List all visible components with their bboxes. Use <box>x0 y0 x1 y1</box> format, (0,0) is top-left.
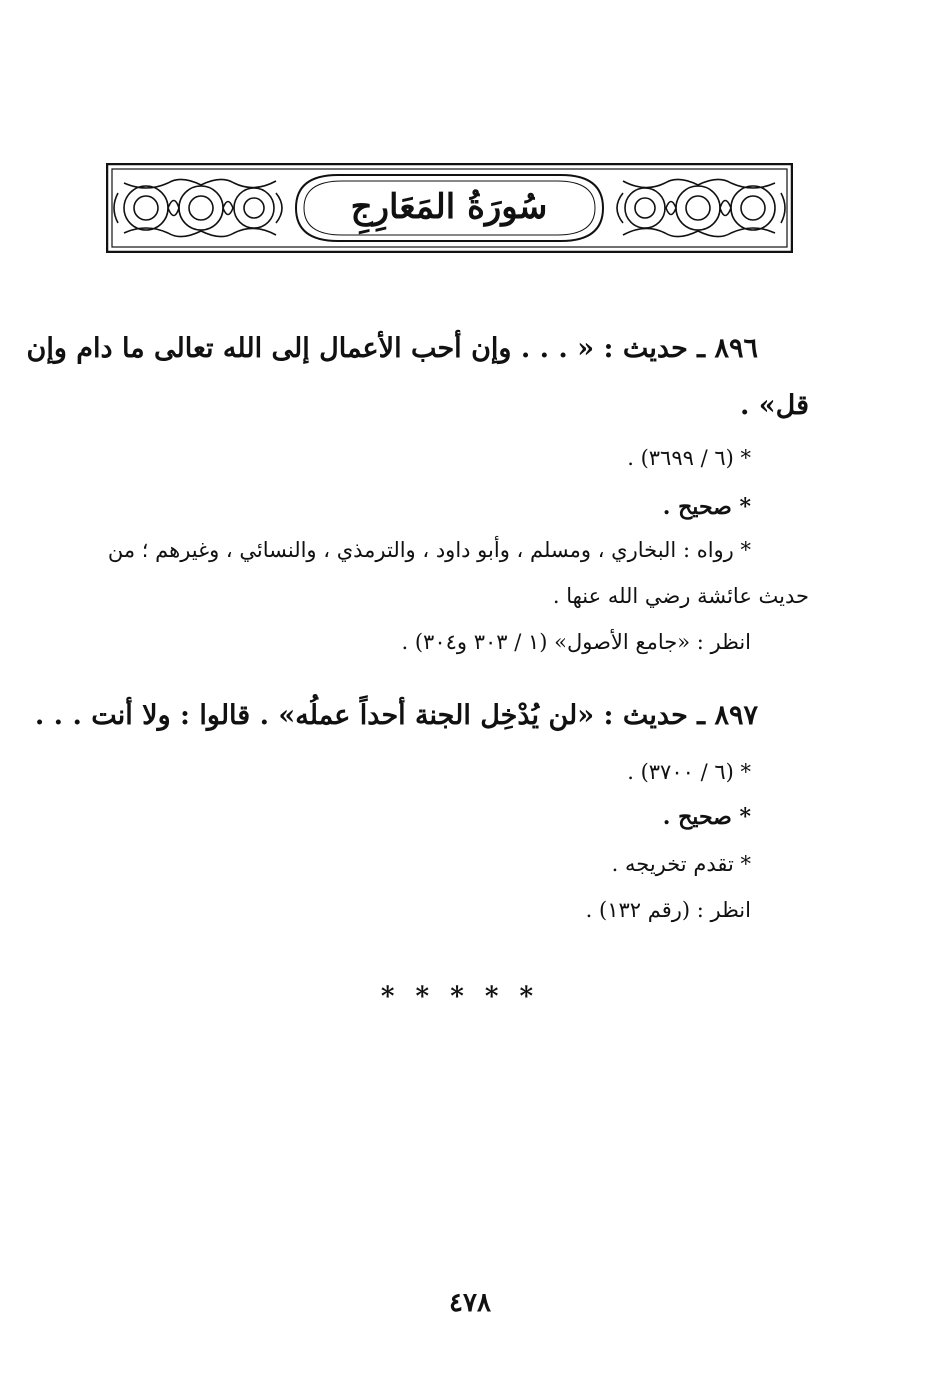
hadith-897-grade: * صحيح . <box>662 804 751 830</box>
page-number: ٤٧٨ <box>449 1288 491 1318</box>
surah-title: سُورَةُ المَعَارِجِ <box>350 187 548 227</box>
hadith-896-line-2: قل» . <box>739 390 809 421</box>
hadith-896-narration-line-2: حديث عائشة رضي الله عنها . <box>552 584 809 608</box>
hadith-896-grade: * صحيح . <box>662 494 751 520</box>
hadith-897-reference: * (٦ / ٣٧٠٠) . <box>627 760 751 784</box>
hadith-897-see-also: انظر : (رقم ١٣٢) . <box>585 898 751 922</box>
hadith-896-see-also: انظر : «جامع الأصول» (١ / ٣٠٣ و٣٠٤) . <box>401 630 751 654</box>
surah-header-band <box>106 163 793 253</box>
hadith-897-note: * تقدم تخريجه . <box>611 852 751 876</box>
hadith-896-line-1: ٨٩٦ ـ حديث : « . . . وإن أحب الأعمال إلى الله تعالى ما دام وإن <box>26 333 758 364</box>
hadith-896-narration-line-1: * رواه : البخاري ، ومسلم ، وأبو داود ، والترمذي ، والنسائي ، وغيرهم ؛ من <box>107 538 751 562</box>
section-separator: * * * * * <box>380 982 540 1012</box>
hadith-896-reference: * (٦ / ٣٦٩٩) . <box>627 446 751 470</box>
hadith-897-line-1: ٨٩٧ ـ حديث : «لن يُدْخِل الجنة أحداً عملُه» . قالوا : ولا أنت . . . <box>34 700 758 731</box>
